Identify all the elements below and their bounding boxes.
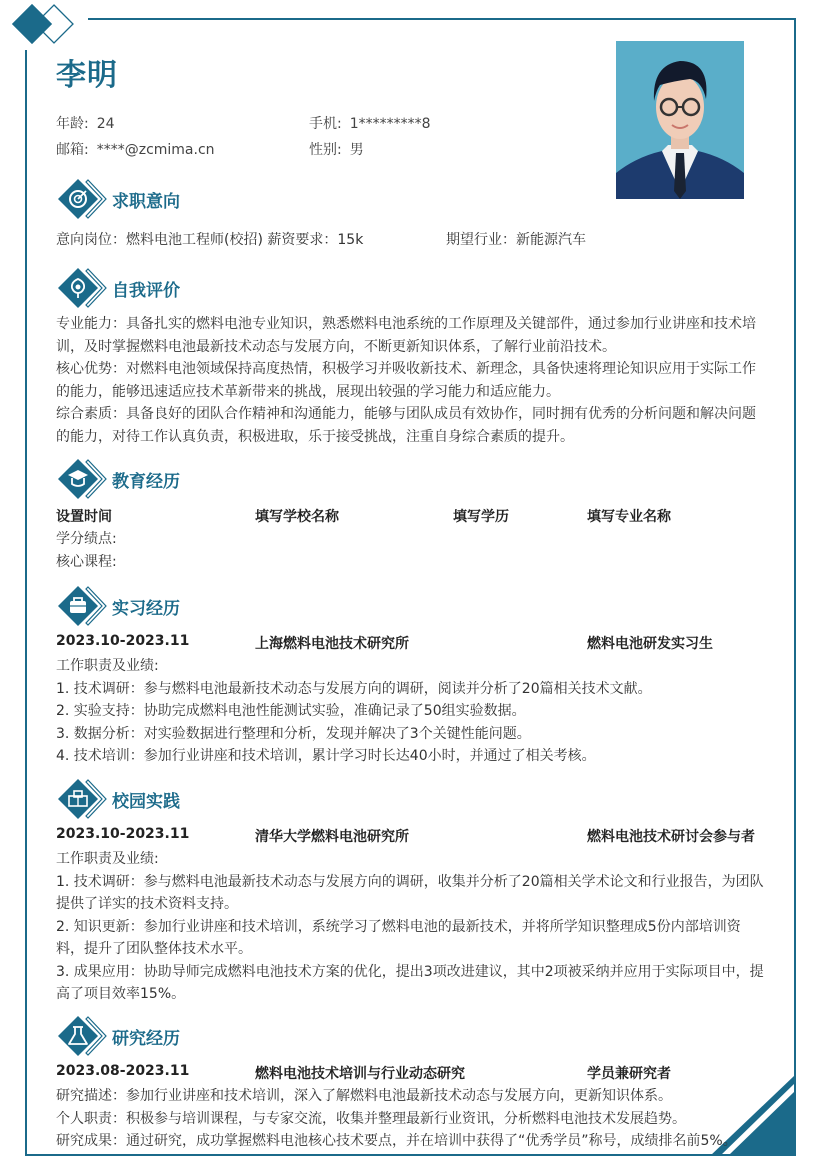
research-details — [56, 1085, 770, 1153]
desired-salary: 薪资要求：15k — [267, 232, 364, 248]
phone-label: 手机: — [309, 116, 342, 132]
flower-icon — [58, 268, 108, 308]
briefcase-icon — [58, 586, 108, 626]
education-time: 设置时间 — [56, 509, 112, 525]
gender-label: 性别: — [309, 142, 342, 158]
frame-right-border — [794, 18, 796, 1156]
email-value: ****@zcmima.cn — [96, 142, 215, 158]
internship-row — [56, 633, 770, 653]
internship-org: 上海燃料电池技术研究所 — [255, 636, 409, 652]
section-title: 求职意向 — [112, 191, 180, 212]
education-details — [56, 528, 770, 573]
corner-diamond-icon — [8, 2, 78, 48]
section-title: 校园实践 — [112, 791, 180, 812]
campus-org: 清华大学燃料电池研究所 — [255, 829, 409, 845]
internship-details — [56, 655, 770, 768]
frame-bottom-border — [25, 1154, 796, 1156]
email-label: 邮箱: — [56, 142, 89, 158]
desired-industry: 期望行业：新能源汽车 — [446, 232, 586, 248]
gpa-label: 学分绩点: — [56, 531, 117, 547]
email-field — [56, 139, 215, 159]
section-header-internship — [58, 586, 180, 626]
age-value: 24 — [96, 116, 115, 132]
internship-line: 4. 技术培训：参加行业讲座和技术培训，累计学习时长达40小时，并通过了相关考核。 — [56, 748, 596, 764]
age-field — [56, 113, 115, 133]
frame-top-border — [88, 18, 796, 20]
research-line: 个人职责：积极参与培训课程，与专家交流，收集并整理最新行业资讯，分析燃料电池技术发展趋势。 — [56, 1110, 686, 1127]
gender-value: 男 — [349, 142, 364, 158]
campus-line: 提供了详实的技术资料支持。 — [56, 896, 238, 912]
internship-time: 2023.10-2023.11 — [56, 633, 190, 649]
education-row — [56, 506, 770, 526]
profile-photo — [616, 41, 744, 199]
job-intent-row — [56, 229, 770, 252]
frame-left-border — [25, 50, 27, 1156]
graduation-cap-icon — [58, 459, 108, 499]
research-line: 研究描述：参加行业讲座和技术培训，深入了解燃料电池最新技术动态与发展方向，更新知识体系。 — [56, 1088, 672, 1104]
campus-role: 燃料电池技术研讨会参与者 — [587, 829, 755, 845]
campus-line: 高了项目效率15%。 — [56, 986, 186, 1002]
research-time: 2023.08-2023.11 — [56, 1063, 190, 1079]
section-header-job-intent — [58, 179, 180, 219]
research-role: 学员兼研究者 — [587, 1066, 671, 1082]
section-header-self-eval — [58, 268, 180, 308]
self-eval-line: 综合素质：具备良好的团队合作精神和沟通能力，能够与团队成员有效协作，同时拥有优秀的分析问题和解决问题 — [56, 406, 756, 422]
campus-row — [56, 826, 770, 846]
candidate-name: 李明 — [56, 58, 118, 93]
core-courses-label: 核心课程: — [56, 553, 117, 570]
self-eval-line: 的能力，能够迅速适应技术革新带来的挑战，展现出较强的学习能力和适应能力。 — [56, 383, 560, 400]
section-title: 教育经历 — [112, 471, 180, 492]
desired-position: 意向岗位：燃料电池工程师(校招) — [56, 232, 263, 248]
self-eval-line: 专业能力：具备扎实的燃料电池专业知识，熟悉燃料电池系统的工作原理及关键部件，通过参加行业讲座和技术培 — [56, 316, 756, 332]
campus-details — [56, 848, 770, 1006]
section-header-research — [58, 1016, 180, 1056]
self-eval-line: 的能力，对待工作认真负责，积极进取，乐于接受挑战，注重自身综合素质的提升。 — [56, 428, 574, 445]
section-header-campus — [58, 779, 180, 819]
research-project: 燃料电池技术培训与行业动态研究 — [255, 1066, 465, 1082]
section-title: 实习经历 — [112, 598, 180, 619]
target-icon — [58, 179, 108, 219]
internship-line: 3. 数据分析：对实验数据进行整理和分析，发现并解决了3个关键性能问题。 — [56, 725, 531, 742]
campus-line: 2. 知识更新：参加行业讲座和技术培训，系统学习了燃料电池的最新技术，并将所学知识整理成5份内部培训资 — [56, 918, 741, 935]
self-eval-line: 核心优势：对燃料电池领域保持高度热情，积极学习并吸收新技术、新理念，具备快速将理论知识应用于实际工作 — [56, 361, 756, 377]
education-degree: 填写学历 — [453, 509, 509, 525]
campus-line: 3. 成果应用：协助导师完成燃料电池技术方案的优化，提出3项改进建议，其中2项被采纳并应用于实际项目中，提 — [56, 963, 764, 980]
internship-role: 燃料电池研发实习生 — [587, 636, 713, 652]
education-school: 填写学校名称 — [255, 509, 339, 525]
school-building-icon — [58, 779, 108, 819]
flask-icon — [58, 1016, 108, 1056]
age-label: 年龄: — [56, 116, 89, 132]
education-major: 填写专业名称 — [587, 509, 671, 525]
section-title: 研究经历 — [112, 1028, 180, 1049]
section-header-education — [58, 459, 180, 499]
internship-line: 2. 实验支持：协助完成燃料电池性能测试实验，准确记录了50组实验数据。 — [56, 703, 526, 719]
self-eval-text — [56, 313, 770, 448]
section-title: 自我评价 — [112, 280, 180, 301]
internship-line: 1. 技术调研：参与燃料电池最新技术动态与发展方向的调研，阅读并分析了20篇相关技术文献。 — [56, 680, 652, 697]
campus-line: 料，提升了团队整体技术水平。 — [56, 941, 252, 957]
duties-label: 工作职责及业绩: — [56, 851, 159, 867]
duties-label: 工作职责及业绩: — [56, 658, 159, 674]
research-row — [56, 1063, 770, 1083]
self-eval-line: 训，及时掌握燃料电池最新技术动态与发展方向，不断更新知识体系，了解行业前沿技术。 — [56, 338, 616, 355]
campus-line: 1. 技术调研：参与燃料电池最新技术动态与发展方向的调研，收集并分析了20篇相关学术论文和行业报告，为团队 — [56, 873, 764, 890]
phone-field — [309, 113, 431, 133]
campus-time: 2023.10-2023.11 — [56, 826, 190, 842]
research-line: 研究成果：通过研究，成功掌握燃料电池核心技术要点，并在培训中获得了“优秀学员”称号，成绩排名前5%。 — [56, 1133, 737, 1149]
gender-field — [309, 139, 364, 159]
phone-value: 1*********8 — [349, 116, 431, 132]
